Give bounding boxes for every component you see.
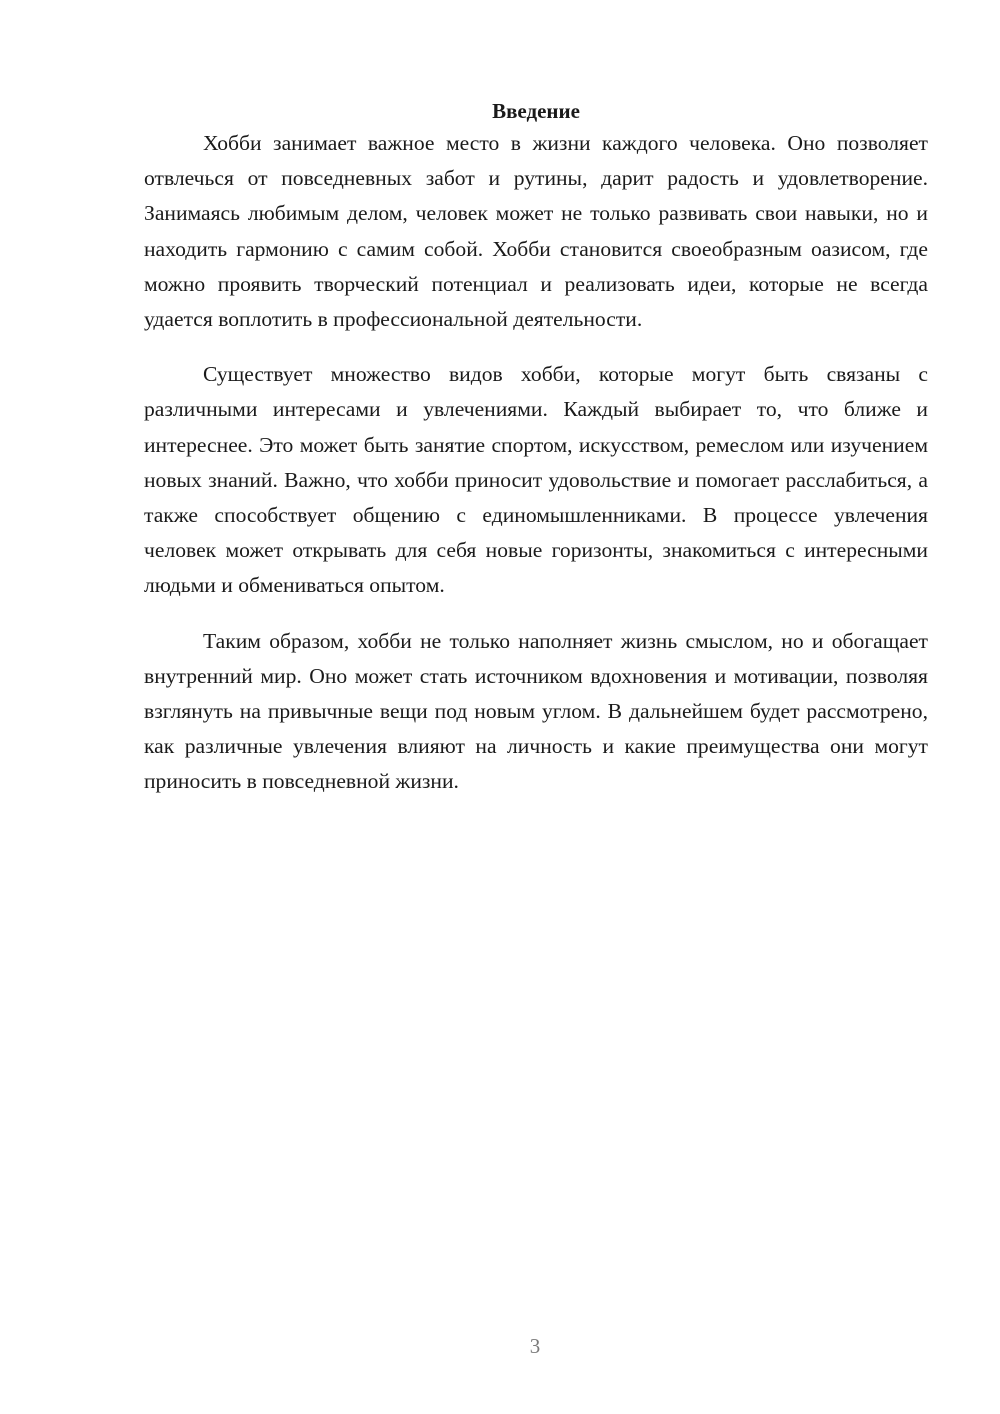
paragraph-2: Существует множество видов хобби, которые могут быть связаны с различными интересами и увлечениями. Каждый выбирает то, что ближе и интереснее. Это может быть занятие спортом, искусством, ремеслом или изучением новых знаний. Важно, что хобби приносит удовольствие и помогает расслабиться, а также способствует общению с единомышленниками. В процессе увлечения человек может открывать для себя новые горизонты, знакомиться с интересными людьми и обмениваться опытом. <box>144 362 928 598</box>
page-number: 3 <box>529 1334 541 1358</box>
section-heading: Введение <box>492 99 580 123</box>
paragraph-1: Хобби занимает важное место в жизни каждого человека. Оно позволяет отвлечься от повседневных забот и рутины, дарит радость и удовлетворение. Занимаясь любимым делом, человек может не только развивать свои навыки, но и находить гармонию с самим собой. Хобби становится своеобразным оазисом, где можно проявить творческий потенциал и реализовать идеи, которые не всегда удается воплотить в профессиональной деятельности. <box>144 131 928 332</box>
paragraph-3: Таким образом, хобби не только наполняет жизнь смыслом, но и обогащает внутренний мир. Оно может стать источником вдохновения и мотивации, позволяя взглянуть на привычные вещи под новым углом. В дальнейшем будет рассмотрено, как различные увлечения влияют на личность и какие преимущества они могут приносить в повседневной жизни. <box>144 628 928 794</box>
page-content <box>144 96 928 800</box>
